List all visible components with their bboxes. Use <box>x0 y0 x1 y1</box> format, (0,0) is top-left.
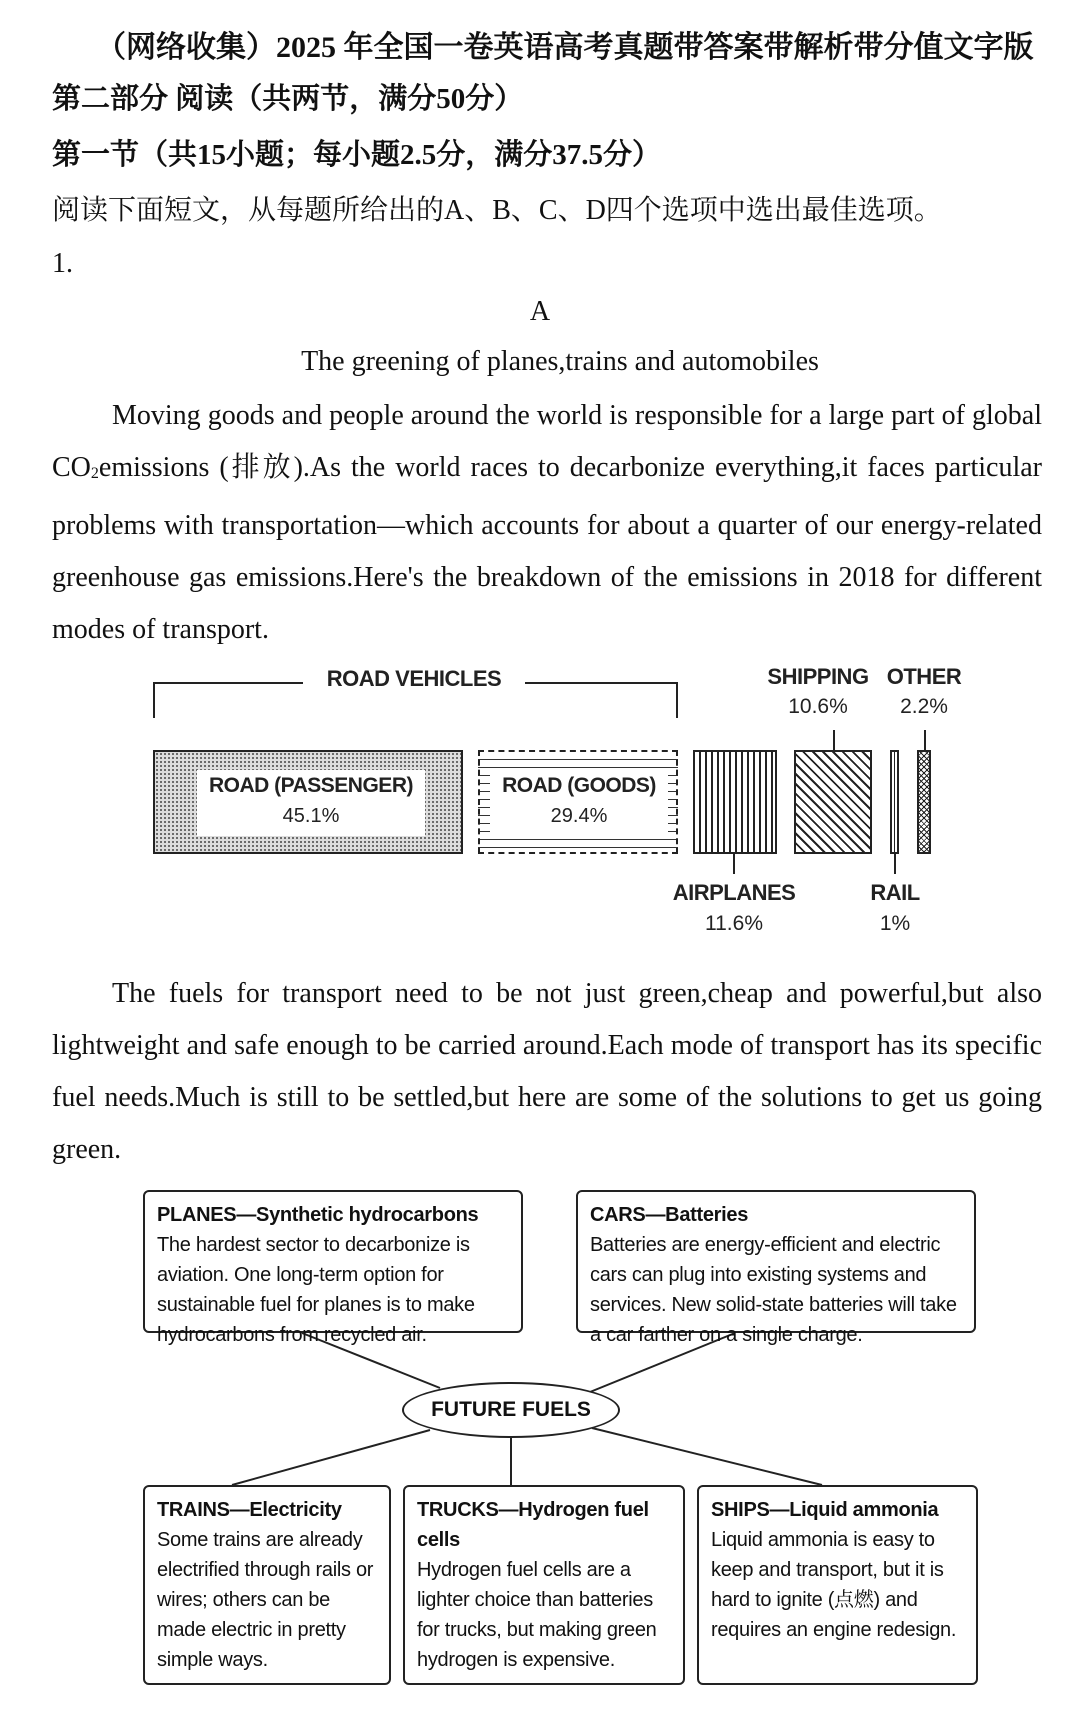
fuel-box-planes-body: The hardest sector to decarbonize is aviation. One long-term option for sustainable fuel for planes is to make hydrocarbons from recycled air. <box>157 1234 475 1346</box>
bar-airplanes <box>693 750 777 854</box>
road-bracket-right <box>525 682 678 684</box>
fuel-box-trucks-body: Hydrogen fuel cells are a lighter choice than batteries for trucks, but making green hydrogen is expensive. <box>417 1559 657 1671</box>
value-shipping: 10.6% <box>788 695 848 718</box>
bar-road-goods-label: ROAD (GOODS) <box>502 774 656 797</box>
connector-ships <box>592 1428 822 1485</box>
passage-title: The greening of planes,trains and automobiles <box>301 346 819 377</box>
road-bracket-left <box>153 682 303 684</box>
future-fuels-diagram <box>0 1180 1080 1700</box>
fuel-box-trains-body: Some trains are already electrified through rails or wires; others can be made electric in pretty simple ways. <box>157 1529 374 1671</box>
document-title: （网络收集）2025 年全国一卷英语高考真题带答案带解析带分值文字版 <box>96 31 1034 64</box>
future-fuels-node: FUTURE FUELS <box>402 1382 620 1438</box>
fuel-box-planes <box>143 1190 523 1346</box>
fuel-box-trucks-title: TRUCKS—Hydrogen fuel cells <box>417 1499 649 1551</box>
other-leader <box>924 730 926 750</box>
bar-rail <box>890 750 899 854</box>
fuel-box-ships-body: Liquid ammonia is easy to keep and transport, but it is hard to ignite (点燃) and requires an engine redesign. <box>711 1529 957 1641</box>
fuel-box-planes-title: PLANES—Synthetic hydrocarbons <box>157 1204 479 1226</box>
section-heading: 第一节（共15小题；每小题2.5分，满分37.5分） <box>52 139 662 171</box>
question-number: 1. <box>52 248 73 279</box>
instructions: 阅读下面短文，从每题所给出的A、B、C、D四个选项中选出最佳选项。 <box>52 195 942 226</box>
road-bracket-right-tick <box>676 682 678 718</box>
bar-road-goods-label-box <box>490 770 668 836</box>
fuel-box-trains-title: TRAINS—Electricity <box>157 1499 342 1521</box>
label-other: OTHER <box>886 664 962 689</box>
value-rail: 1% <box>879 912 911 935</box>
bar-other <box>917 750 931 854</box>
bar-road-passenger-label-box <box>197 770 425 836</box>
paragraph-1-part-b: emissions (排放).As the world races to decarbonize everything,it faces particular problems with transportation—which accounts for about a quarter of our energy-related greenhouse gas emissions.Here's the breakdown of the emissions in 2018 for different modes of transport. <box>52 452 1042 645</box>
passage-label: A <box>529 296 551 327</box>
fuel-box-cars <box>576 1190 976 1346</box>
part-heading: 第二部分 阅读（共两节，满分50分） <box>52 83 524 115</box>
fuel-box-trains <box>143 1485 391 1685</box>
bar-road-passenger-value: 45.1% <box>282 805 340 827</box>
airplanes-leader <box>733 852 735 874</box>
fuel-box-cars-body: Batteries are energy-efficient and electric cars can plug into existing systems and services. New solid-state batteries will take a car farther on a single charge. <box>590 1234 957 1346</box>
paragraph-2: The fuels for transport need to be not just green,cheap and powerful,but also lightweight and safe enough to be carried around.Each mode of transport has its specific fuel needs.Much is still to be settled,but here are some of the solutions to get us going green. <box>52 978 1042 1165</box>
fuel-box-cars-title: CARS—Batteries <box>590 1204 749 1226</box>
fuel-box-trucks <box>403 1485 685 1685</box>
label-airplanes: AIRPLANES <box>672 880 796 905</box>
connector-trains <box>232 1430 430 1485</box>
paragraph-1 <box>52 390 1042 656</box>
co2-subscript: 2 <box>90 465 99 482</box>
fuel-box-ships-title: SHIPS—Liquid ammonia <box>711 1499 939 1521</box>
label-rail: RAIL <box>870 880 920 905</box>
rail-leader <box>894 852 896 874</box>
bar-road-passenger <box>153 750 463 854</box>
emissions-chart <box>0 650 1080 970</box>
fuel-box-ships <box>697 1485 978 1685</box>
group-label-road-vehicles: ROAD VEHICLES <box>326 666 502 691</box>
shipping-leader <box>833 730 835 750</box>
bar-road-goods <box>478 750 678 854</box>
bar-road-passenger-label: ROAD (PASSENGER) <box>209 774 413 797</box>
label-shipping: SHIPPING <box>767 664 869 689</box>
bar-shipping <box>794 750 872 854</box>
road-bracket-left-tick <box>153 682 155 718</box>
value-airplanes: 11.6% <box>705 912 763 935</box>
paragraph-1-part-a: Moving goods and people around the world is responsible for a large part of global CO <box>52 400 1042 483</box>
value-other: 2.2% <box>900 695 948 718</box>
bar-road-goods-value: 29.4% <box>550 805 608 827</box>
